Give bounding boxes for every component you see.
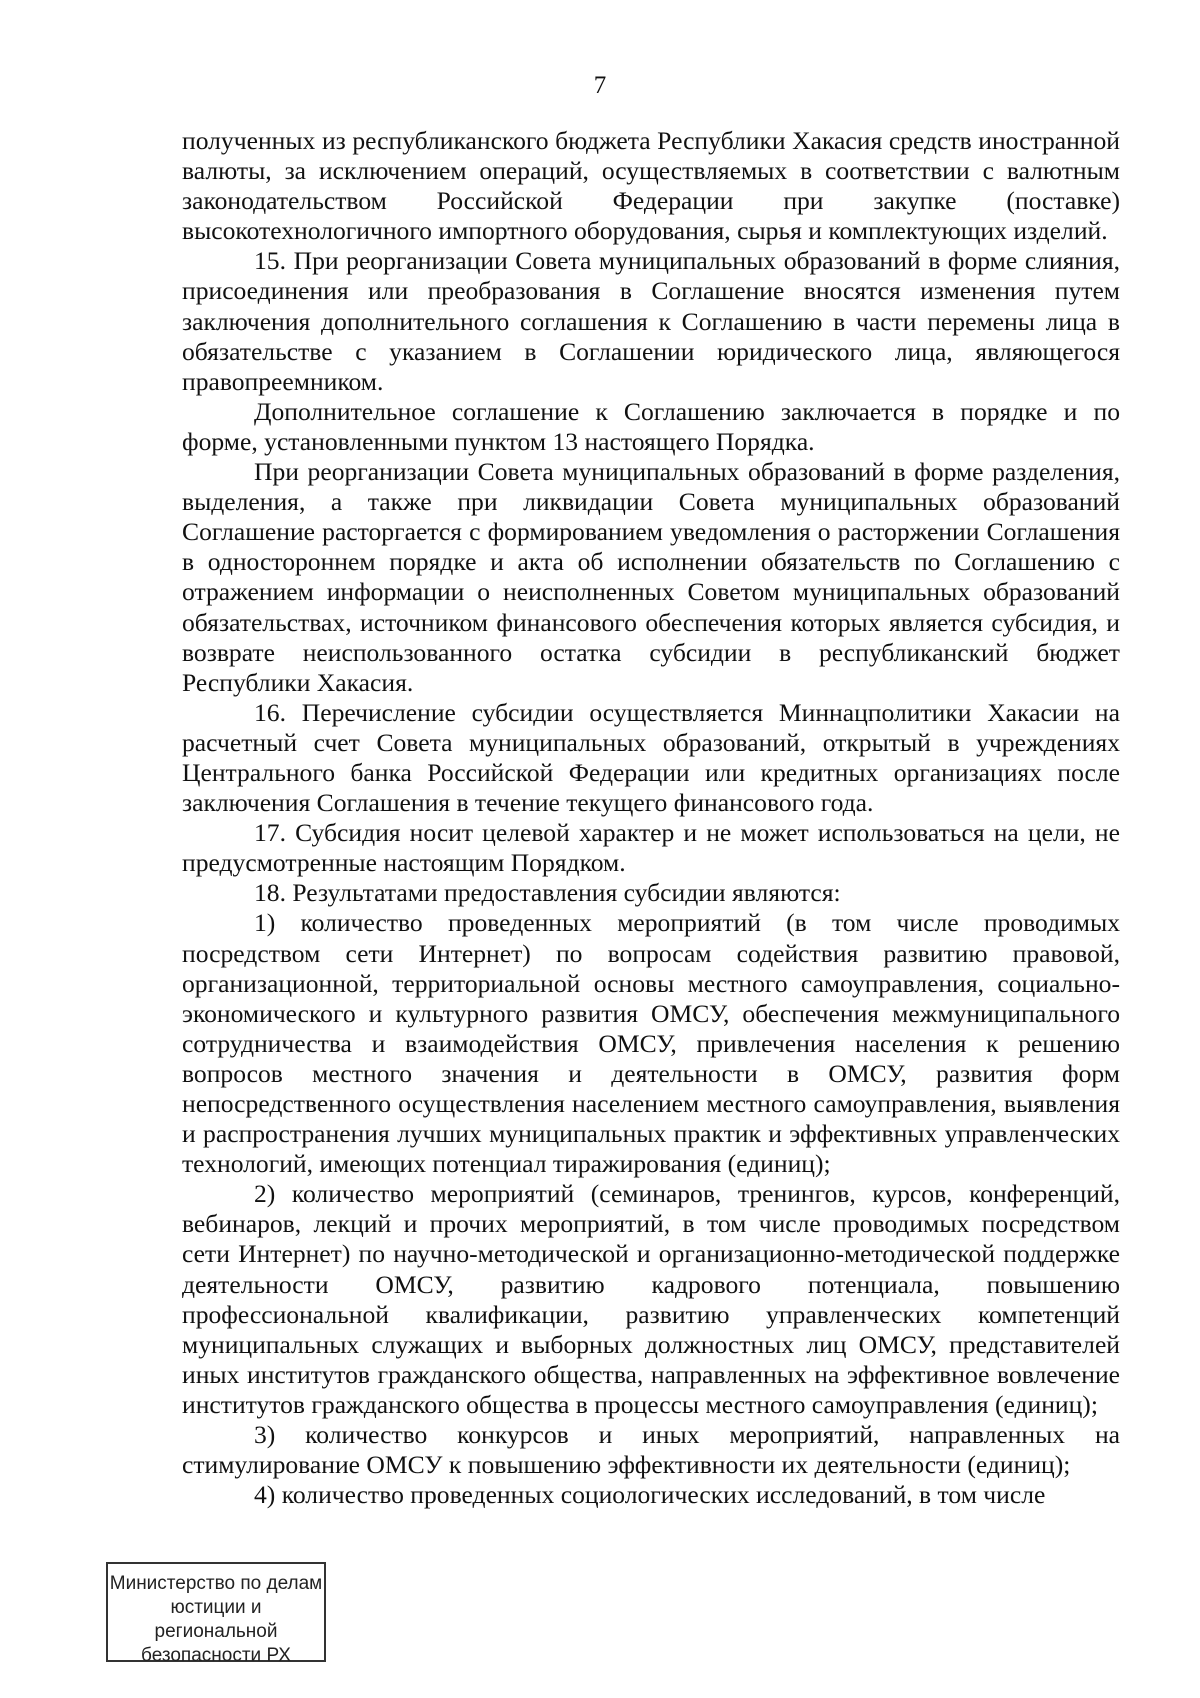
paragraph-18: 18. Результатами предоставления субсидии являются: [254,878,841,908]
list-item-4: 4) количество проведенных социологических исследований, в том числе [254,1480,1046,1510]
list-item-3: 3) количество конкурсов и иных мероприятий, направленных на стимулирование ОМСУ к повышению эффективности их деятельности (единиц); [182,1420,1120,1480]
paragraph-continuation: полученных из республиканского бюджета Республики Хакасия средств иностранной валюты, за исключением операций, осуществляемых в соответствии с валютным законодательством Российской Федерации при закупке (поставке) высокотехнологичного импортного оборудования, сырья и комплектующих изделий. [182,126,1120,246]
list-item-2: 2) количество мероприятий (семинаров, тренингов, курсов, конференций, вебинаров, лекций и прочих мероприятий, в том числе проводимых посредством сети Интернет) по научно-методической и организационно-методической поддержке деятельности ОМСУ, развитию кадрового потенциала, повышению профессиональной квалификации, развитию управленческих компетенций муниципальных служащих и выборных должностных лиц ОМСУ, представителей иных институтов гражданского общества, направленных на эффективное вовлечение институтов гражданского общества в процессы местного самоуправления (единиц); [182,1179,1120,1419]
stamp-line: Министерство по делам [109,1573,323,1594]
stamp-line: юстиции и региональной [154,1597,278,1642]
list-item-1: 1) количество проведенных мероприятий (в том числе проводимых посредством сети Интернет) по вопросам содействия развитию правовой, организационной, территориальной основы местного самоуправления, социально-экономического и культурного развития ОМСУ, обеспечения межмуниципального сотрудничества и взаимодействия ОМСУ, привлечения населения к решению вопросов местного значения и деятельности в ОМСУ, развития форм непосредственного осуществления населением местного самоуправления, выявления и распространения лучших муниципальных практик и эффективных управленческих технологий, имеющих потенциал тиражирования (единиц); [182,908,1120,1179]
ministry-stamp [106,1562,326,1666]
paragraph-17: 17. Субсидия носит целевой характер и не может использоваться на цели, не предусмотренные настоящим Порядком. [182,818,1120,878]
document-body [182,126,1120,1510]
paragraph-16: 16. Перечисление субсидии осуществляется Миннацполитики Хакасии на расчетный счет Совета муниципальных образований, открытый в учреждениях Центрального банка Российской Федерации или кредитных организациях после заключения Соглашения в течение текущего финансового года. [182,697,1120,818]
paragraph-15: 15. При реорганизации Совета муниципальных образований в форме слияния, присоединения или преобразования в Соглашение вносятся изменения путем заключения дополнительного соглашения к Соглашению в части перемены лица в обязательстве с указанием в Соглашении юридического лица, являющегося правопреемником. [182,246,1120,396]
paragraph-15-additional-agreement: Дополнительное соглашение к Соглашению заключается в порядке и по форме, установленными пунктом 13 настоящего Порядка. [182,396,1120,456]
paragraph-15-reorganization: При реорганизации Совета муниципальных образований в форме разделения, выделения, а также при ликвидации Совета муниципальных образований Соглашение расторгается с формированием уведомления о расторжении Соглашения в одностороннем порядке и акта об исполнении обязательств по Соглашению с отражением информации о неисполненных Советом муниципальных образований обязательствах, источником финансового обеспечения которых является субсидия, и возврате неиспользованного остатка субсидии в республиканский бюджет Республики Хакасия. [182,457,1120,697]
stamp-line: безопасности РХ [141,1645,291,1666]
page-number: 7 [593,72,607,99]
